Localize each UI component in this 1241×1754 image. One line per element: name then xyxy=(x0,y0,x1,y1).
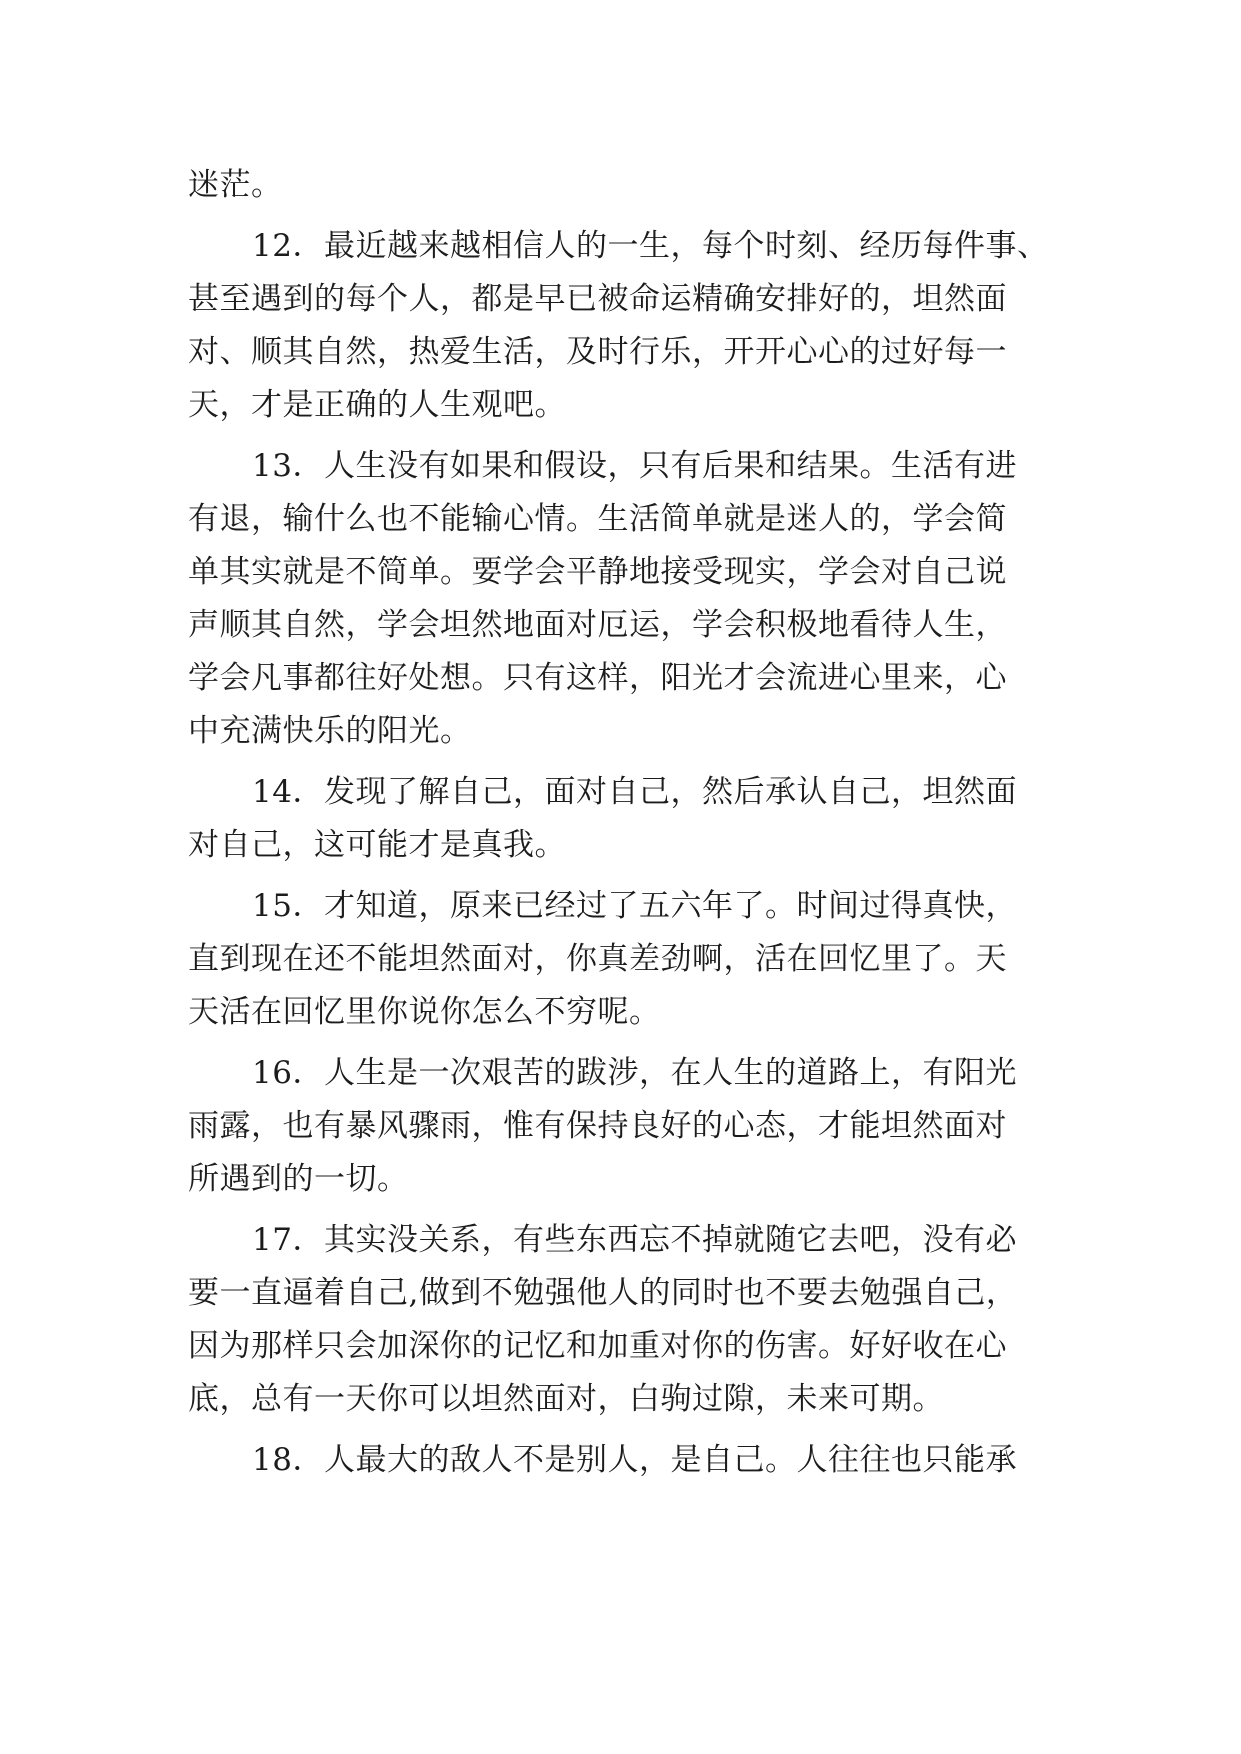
text-line: 中充满快乐的阳光。 xyxy=(188,713,472,749)
text-line: 甚至遇到的每个人，都是早已被命运精确安排好的，坦然面 xyxy=(188,281,1007,317)
text-line: 雨露，也有暴风骤雨，惟有保持良好的心态，才能坦然面对 xyxy=(188,1108,1007,1144)
paragraph-18-start: 18．人最大的敌人不是别人，是自己。人往往也只能承 xyxy=(252,1442,1017,1478)
text-line: 天，才是正确的人生观吧。 xyxy=(188,387,566,423)
text-line: 迷茫。 xyxy=(188,167,283,203)
paragraph-14-start: 14．发现了解自己，面对自己，然后承认自己，坦然面 xyxy=(252,774,1017,810)
text-line: 对自己，这可能才是真我。 xyxy=(188,827,566,863)
text-line: 对、顺其自然，热爱生活，及时行乐，开开心心的过好每一 xyxy=(188,334,1007,370)
paragraph-12-start: 12．最近越来越相信人的一生，每个时刻、经历每件事、 xyxy=(252,228,1049,264)
text-line: 单其实就是不简单。要学会平静地接受现实，学会对自己说 xyxy=(188,554,1007,590)
text-line: 直到现在还不能坦然面对，你真差劲啊，活在回忆里了。天 xyxy=(188,941,1007,977)
text-line: 要一直逼着自己,做到不勉强他人的同时也不要去勉强自己， xyxy=(188,1275,1018,1311)
paragraph-16-start: 16．人生是一次艰苦的跋涉，在人生的道路上，有阳光 xyxy=(252,1055,1017,1091)
text-line: 天活在回忆里你说你怎么不穷呢。 xyxy=(188,994,661,1030)
paragraph-17-start: 17．其实没关系，有些东西忘不掉就随它去吧，没有必 xyxy=(252,1222,1017,1258)
text-line: 底，总有一天你可以坦然面对，白驹过隙，未来可期。 xyxy=(188,1381,944,1417)
paragraph-13-start: 13．人生没有如果和假设，只有后果和结果。生活有进 xyxy=(252,448,1017,484)
text-line: 有退，输什么也不能输心情。生活简单就是迷人的，学会简 xyxy=(188,501,1007,537)
text-line: 所遇到的一切。 xyxy=(188,1161,409,1197)
text-line: 学会凡事都往好处想。只有这样，阳光才会流进心里来，心 xyxy=(188,660,1007,696)
text-line: 因为那样只会加深你的记忆和加重对你的伤害。好好收在心 xyxy=(188,1328,1007,1364)
text-line: 声顺其自然，学会坦然地面对厄运，学会积极地看待人生， xyxy=(188,607,1007,643)
paragraph-15-start: 15．才知道，原来已经过了五六年了。时间过得真快， xyxy=(252,888,1017,924)
